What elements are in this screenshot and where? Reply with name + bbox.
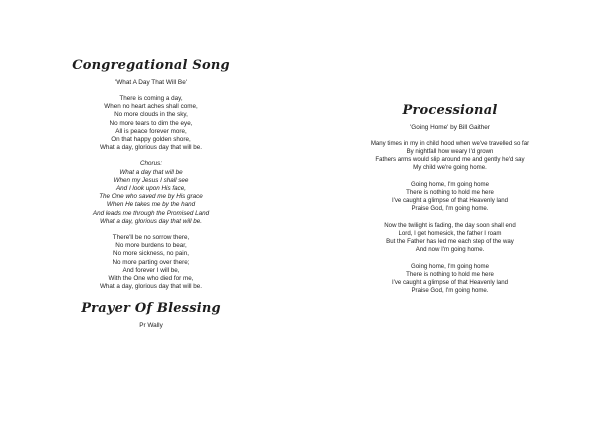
processional-verse-2 bbox=[330, 222, 570, 254]
right-column bbox=[330, 103, 570, 304]
blessing-presenter: Pr Wally bbox=[139, 322, 163, 330]
lyric-line: There is nothing to hold me here bbox=[406, 189, 494, 196]
chorus-label: Chorus: bbox=[139, 160, 163, 168]
lyric-line: No more parting over there; bbox=[112, 258, 190, 266]
lyric-line: No more clouds in the sky, bbox=[114, 111, 188, 119]
lyric-line: Fathers arms would slip around me and gently he'd say bbox=[375, 156, 525, 163]
lyric-line: What a day, glorious day that will be. bbox=[99, 144, 203, 152]
lyric-line: My child we're going home. bbox=[413, 164, 487, 171]
lyric-line: There is coming a day, bbox=[119, 95, 183, 102]
song-title: 'What A Day That Will Be' bbox=[115, 79, 187, 86]
lyric-line: But the Father has led me each step of the way bbox=[386, 238, 514, 245]
lyric-line: No more sickness, no pain, bbox=[113, 250, 189, 258]
lyric-line: On that happy golden shore, bbox=[111, 136, 191, 144]
lyric-line: When no heart aches shall come, bbox=[104, 103, 198, 111]
lyric-line: I've caught a glimpse of that Heavenly land bbox=[392, 197, 508, 204]
lyric-line: No more burdens to bear, bbox=[115, 242, 187, 250]
processional-chorus-2 bbox=[330, 263, 570, 295]
lyric-line: Going home, I'm going home bbox=[410, 181, 490, 188]
lyric-line: And now I'm going home. bbox=[415, 246, 485, 253]
lyric-line: Many times in my in child hood when we've travelled so far bbox=[370, 140, 530, 147]
lyric-line: What a day, glorious day that will be. bbox=[99, 217, 203, 225]
lyric-line: I've caught a glimpse of that Heavenly land bbox=[392, 279, 508, 286]
lyric-line: When my Jesus I shall see bbox=[113, 176, 189, 184]
congregational-song-heading: Congregational Song bbox=[72, 58, 230, 73]
verse-1 bbox=[40, 95, 262, 152]
lyric-line: No more tears to dim the eye, bbox=[109, 119, 193, 127]
chorus bbox=[40, 160, 262, 226]
lyric-line: Going home, I'm going home bbox=[410, 263, 490, 270]
lyric-line: And forever I will be, bbox=[122, 266, 180, 274]
lyric-line: Now the twilight is fading, the day soon shall end bbox=[384, 222, 516, 229]
lyric-line: Praise God, I'm going home. bbox=[411, 205, 489, 212]
lyric-line: Praise God, I'm going home. bbox=[411, 287, 489, 294]
lyric-line: When He takes me by the hand bbox=[106, 201, 196, 209]
lyric-line: And leads me through the Promised Land bbox=[92, 209, 210, 217]
processional-title: 'Going Home' by Bill Gaither bbox=[410, 124, 490, 131]
lyric-line: What a day that will be bbox=[119, 168, 183, 176]
lyric-line: And I look upon His face, bbox=[115, 185, 186, 193]
prayer-of-blessing-heading: Prayer Of Blessing bbox=[81, 301, 221, 317]
lyric-line: There is nothing to hold me here bbox=[406, 271, 494, 278]
lyric-line: Lord, I get homesick, the father I roam bbox=[398, 230, 502, 237]
processional-heading: Processional bbox=[402, 103, 498, 118]
processional-chorus-1 bbox=[330, 181, 570, 213]
lyric-line: There'll be no sorrow there, bbox=[112, 234, 190, 242]
lyric-line: All is peace forever more, bbox=[115, 127, 187, 135]
lyric-line: What a day, glorious day that will be. bbox=[99, 283, 203, 291]
processional-verse-1 bbox=[330, 140, 570, 172]
lyric-line: With the One who died for me, bbox=[108, 275, 194, 283]
lyric-line: The One who saved me by His grace bbox=[99, 193, 203, 201]
left-column bbox=[40, 58, 262, 330]
verse-2 bbox=[40, 234, 262, 291]
lyric-line: By nightfall how weary I'd grown bbox=[406, 148, 494, 155]
